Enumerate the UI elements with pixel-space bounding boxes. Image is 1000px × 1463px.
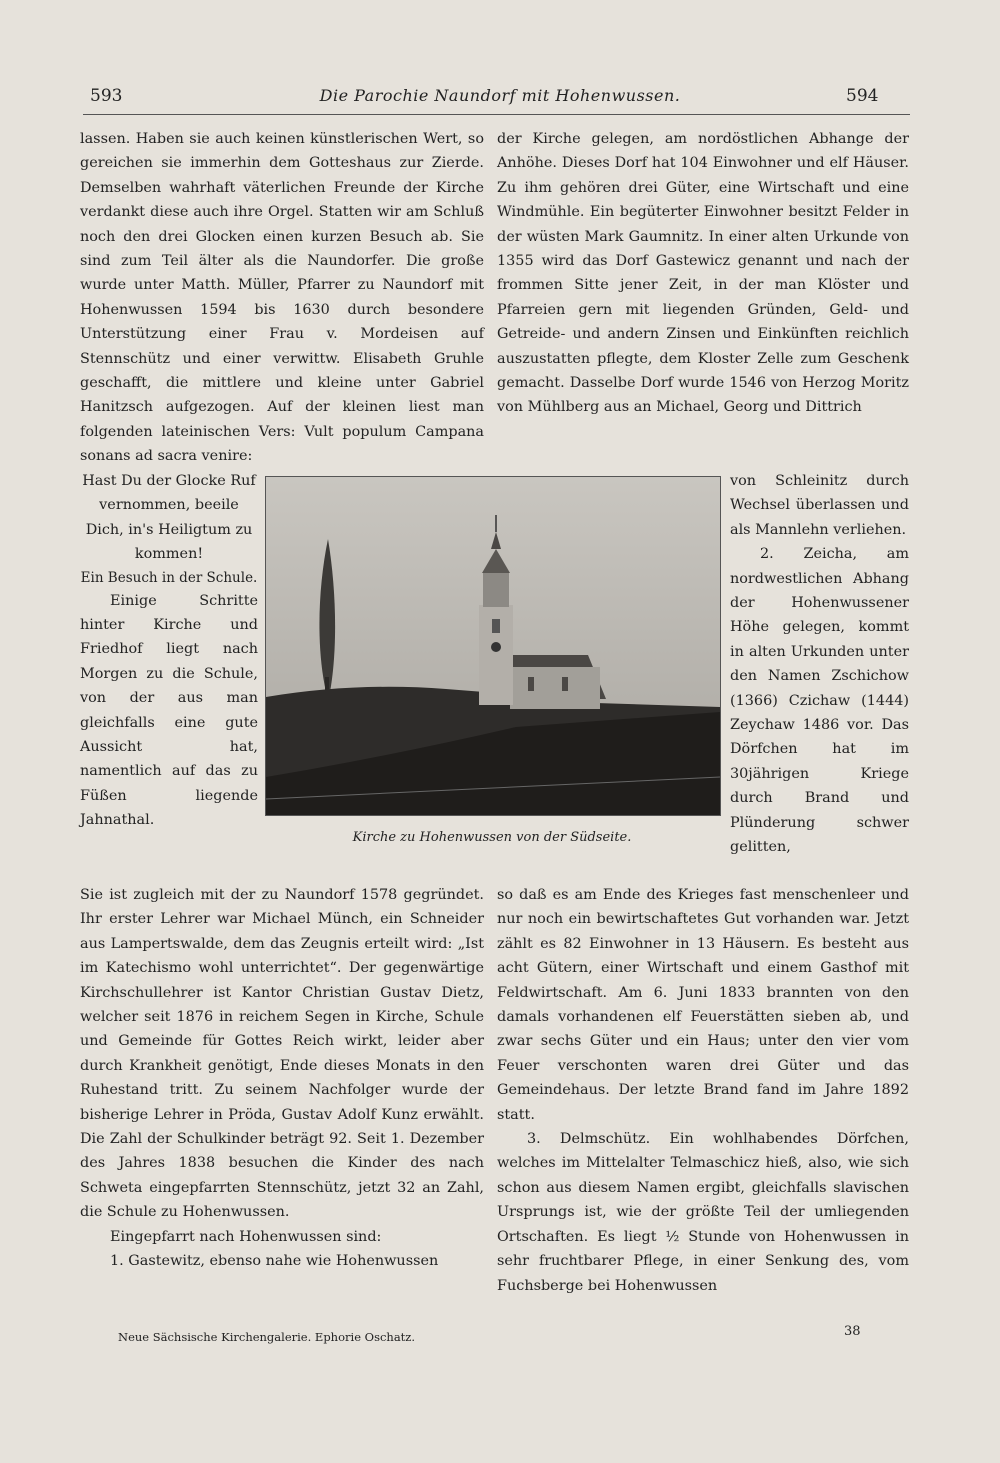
section-heading: Ein Besuch in der Schule.	[80, 569, 258, 586]
photo-caption: Kirche zu Hohenwussen von der Südseite.	[352, 830, 632, 845]
header-rule	[83, 114, 910, 115]
paragraph: lassen. Haben sie auch keinen künstlerischen Wert, so gereichen sie immerhin dem Gotteshaus zur Zierde. Demselben wahrhaft väterlichen Freunde der Kirche verdankt diese auch ihre Orgel. Statten wir am Schluß noch den drei Glocken einen kurzen Besuch ab. Sie sind zum Teil älter als die Naundorfer. Die große wurde unter Matth. Müller, Pfarrer zu Naundorf mit Hohenwussen 1594 bis 1630 durch besondere Unterstützung einer Frau v. Mordeisen auf Stennschütz und einer verwittw. Elisabeth Gruhle geschafft, die mittlere und kleine unter Gabriel Hanitzsch aufgezogen. Auf der kleinen liest man folgenden lateinischen Vers: Vult populum Campana sonans ad sacra venire:	[80, 131, 484, 465]
page-number-right: 594	[846, 86, 879, 106]
paragraph: Einige Schritte hinter Kirche und Friedhof liegt nach Morgen zu die Schule, von der aus man gleichfalls eine gute Aussicht hat, namentlich auf das zu Füßen liegende Jahnathal.	[80, 592, 258, 829]
left-column-wrap	[80, 469, 258, 833]
paragraph: 2. Zeicha, am nordwestlichen Abhang der Hohenwussener Höhe gelegen, kommt in alten Urkunden unter den Namen Zschichow (1366) Czichaw (1444) Zeychaw 1486 vor. Das Dörfchen hat im 30jährigen Kriege durch Brand und Plünderung schwer gelitten,	[730, 546, 909, 856]
running-title: Die Parochie Naundorf mit Hohenwussen.	[319, 86, 681, 105]
paragraph: 1. Gastewitz, ebenso nahe wie Hohenwussen	[110, 1253, 439, 1270]
sheet-signature: 38	[844, 1324, 861, 1339]
right-column-bottom	[497, 883, 909, 1298]
paragraph: 3. Delmschütz. Ein wohlhabendes Dörfchen, welches im Mittelalter Telmaschicz hieß, also, wie sich schon aus diesem Namen ergibt, gleichfalls slavischen Ursprungs ist, wie der größte Teil der umliegenden Ortschaften. Es liegt ½ Stunde von Hohenwussen in sehr fruchtbarer Pflege, in einer Senkung des, vom Fuchsberge bei Hohenwussen	[497, 1131, 909, 1294]
paragraph: von Schleinitz durch Wechsel überlassen und als Mannlehn verliehen.	[730, 473, 909, 538]
footer-source: Neue Sächsische Kirchengalerie. Ephorie Oschatz.	[118, 1330, 416, 1344]
left-column-top	[80, 127, 484, 469]
right-column-top	[497, 127, 909, 420]
paragraph: so daß es am Ende des Krieges fast menschenleer und nur noch ein bewirtschaftetes Gut vorhanden war. Jetzt zählt es 82 Einwohner in 13 Häusern. Es besteht aus acht Gütern, einer Wirtschaft und einem Gasthof mit Feldwirtschaft. Am 6. Juni 1833 brannten von den damals vorhandenen elf Feuerstätten sieben ab, und zwar sechs Güter und ein Haus; unter den vier vom Feuer verschonten waren drei Güter und das Gemeindehaus. Der letzte Brand fand im Jahre 1892 statt.	[497, 887, 909, 1123]
left-column-bottom	[80, 883, 484, 1274]
page-number-left: 593	[90, 86, 123, 106]
right-column-wrap	[730, 469, 909, 860]
verse-translation: Hast Du der Glocke Ruf vernommen, beeile Dich, in's Heiligtum zu kommen!	[82, 473, 256, 563]
paragraph: Sie ist zugleich mit der zu Naundorf 1578 gegründet. Ihr erster Lehrer war Michael Münch, ein Schneider aus Lampertswalde, dem das Zeugnis erteilt wird: „Ist im Katechismo wohl unterrichtet“. Der gegenwärtige Kirchschullehrer ist Kantor Christian Gustav Dietz, welcher seit 1876 in reichem Segen in Kirche, Schule und Gemeinde für Gottes Reich wirkt, leider aber durch Krankheit genötigt, Ende dieses Monats in den Ruhestand tritt. Zu seinem Nachfolger wurde der bisherige Lehrer in Pröda, Gustav Adolf Kunz erwählt. Die Zahl der Schulkinder beträgt 92. Seit 1. Dezember des Jahres 1838 besuchen die Kinder des nach Schweta eingepfarrten Stennschütz, jetzt 32 an Zahl, die Schule zu Hohenwussen.	[80, 887, 484, 1221]
church-photo	[265, 476, 721, 816]
paragraph: der Kirche gelegen, am nordöstlichen Abhange der Anhöhe. Dieses Dorf hat 104 Einwohner und elf Häuser. Zu ihm gehören drei Güter, eine Wirtschaft und eine Windmühle. Ein begüterter Einwohner besitzt Felder in der wüsten Mark Gaumnitz. In einer alten Urkunde von 1355 wird das Dorf Gastewicz genannt und nach der frommen Sitte jener Zeit, in der man Klöster und Pfarreien gern mit liegenden Gründen, Geld- und Getreide- und andern Zinsen und Einkünften reichlich auszustatten pflegte, dem Kloster Zelle zum Geschenk gemacht. Dasselbe Dorf wurde 1546 von Herzog Moritz von Mühlberg aus an Michael, Georg und Dittrich	[497, 131, 909, 416]
paragraph: Eingepfarrt nach Hohenwussen sind:	[110, 1228, 382, 1245]
